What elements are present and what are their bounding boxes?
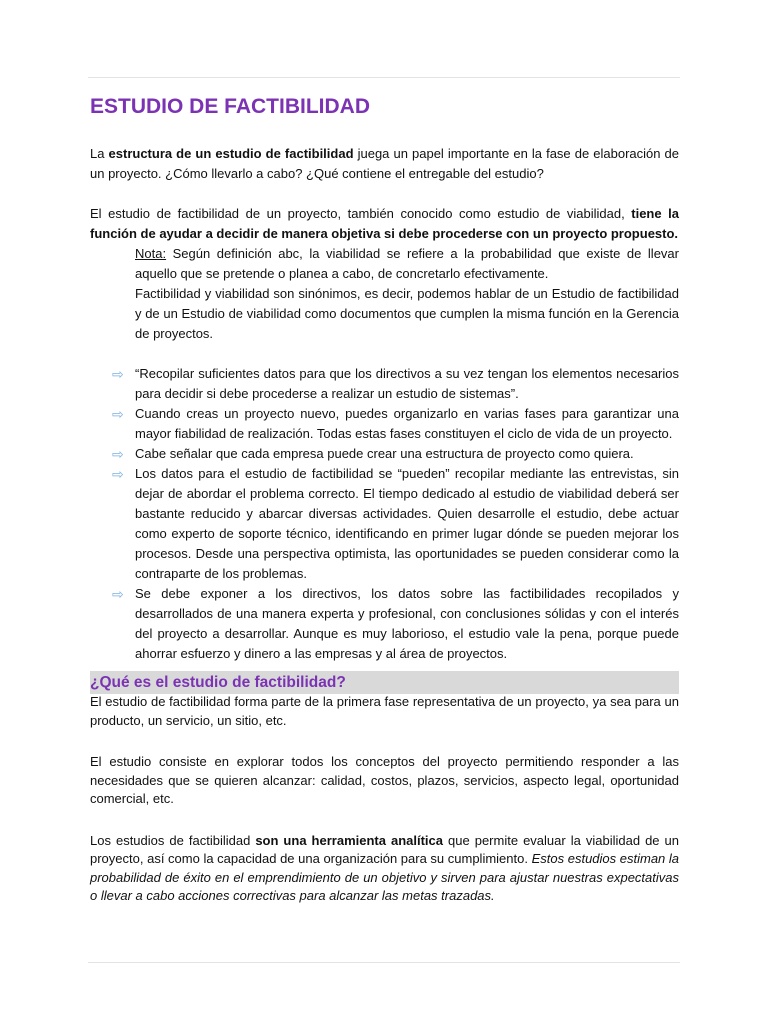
section-heading: ¿Qué es el estudio de factibilidad? xyxy=(90,674,346,691)
intro-paragraph xyxy=(90,144,679,184)
p3-text-c: que permite evaluar la viabilidad de un proyecto, así como la capacidad de una organización para su cumplimiento. xyxy=(90,832,679,866)
note-text: Según definición abc, la viabilidad se refiere a la probabilidad que existe de llevar aquello que se pretende o planea a cabo, de concretarlo efectivamente. xyxy=(135,246,679,281)
bottom-divider xyxy=(88,962,680,963)
section-paragraph-1: El estudio de factibilidad forma parte de la primera fase representativa de un proyecto, ya sea para un producto, un servicio, un sitio, etc. xyxy=(90,694,679,728)
definition-paragraph xyxy=(90,204,679,244)
intro-text-c: juega un papel importante en la fase de elaboración de un proyecto. ¿Cómo llevarlo a cabo? ¿Qué contiene el entregable del estudio? xyxy=(90,146,680,181)
list-item xyxy=(90,464,679,584)
list-item xyxy=(90,364,679,404)
top-divider xyxy=(88,77,680,78)
list-item xyxy=(90,584,679,664)
section-paragraph-2: El estudio consiste en explorar todos los conceptos del proyecto permitiendo responder a las necesidades que se quieren alcanzar: calidad, costos, plazos, servicios, aspecto legal, oportunidad comercial, etc. xyxy=(90,754,679,806)
note-label: Nota: xyxy=(135,246,167,261)
section-paragraph-3 xyxy=(90,832,679,906)
bullet-text: Cuando creas un proyecto nuevo, puedes organizarlo en varias fases para garantizar una mayor fiabilidad de realización. Todas estas fases constituyen el ciclo de vida de un proyecto. xyxy=(135,406,679,441)
double-arrow-right-icon: ⇨ xyxy=(112,446,124,462)
list-item xyxy=(90,404,679,444)
double-arrow-right-icon: ⇨ xyxy=(112,366,124,382)
note-block xyxy=(135,244,679,344)
bullet-text: Los datos para el estudio de factibilidad se “pueden” recopilar mediante las entrevistas, sin dejar de abordar el problema correcto. El tiempo dedicado al estudio de viabilidad deberá ser bastante reducido y abarcar diversas actividades. Quien desarrolle el estudio, debe actuar como experto de soporte técnico, identificando en primer lugar dónde se pueden mejorar los procesos. Desde una perspectiva optimista, las oportunidades se pueden considerar como la contraparte de los problemas. xyxy=(135,466,679,581)
double-arrow-right-icon: ⇨ xyxy=(112,406,124,422)
p3-text-a: Los estudios de factibilidad xyxy=(90,832,256,848)
definition-text: El estudio de factibilidad de un proyecto, también conocido como estudio de viabilidad, xyxy=(90,206,632,221)
intro-text-a: La xyxy=(90,146,109,161)
document-page xyxy=(90,90,679,906)
page-title: ESTUDIO DE FACTIBILIDAD xyxy=(90,95,371,118)
p3-italic: Estos estudios estiman la probabilidad de éxito en el emprendimiento de un objetivo y sirven para ajustar nuestras expectativas o llevar a cabo acciones correctivas para alcanzar las metas trazadas. xyxy=(90,851,680,903)
bullet-text: Cabe señalar que cada empresa puede crear una estructura de proyecto como quiera. xyxy=(135,446,634,461)
double-arrow-right-icon: ⇨ xyxy=(112,586,124,602)
p3-bold: son una herramienta analítica xyxy=(255,832,444,848)
bullet-text: Se debe exponer a los directivos, los datos sobre las factibilidades recopilados y desarrollados de una manera experta y profesional, con conclusiones sólidas y con el interés del proyecto a desarrollar. Aunque es muy laborioso, el estudio vale la pena, porque puede ahorrar esfuerzo y dinero a las empresas y al área de proyectos. xyxy=(135,586,679,661)
definition-bold: tiene la función de ayudar a decidir de manera objetiva si debe procederse con un proyecto propuesto. xyxy=(90,206,680,241)
section-heading-bar xyxy=(90,671,679,694)
note-text-2: Factibilidad y viabilidad son sinónimos, es decir, podemos hablar de un Estudio de factibilidad y de un Estudio de viabilidad como documentos que cumplen la misma función en la Gerencia de proyectos. xyxy=(135,286,679,341)
bullet-list xyxy=(90,364,679,664)
intro-bold: estructura de un estudio de factibilidad xyxy=(108,146,354,161)
bullet-text: “Recopilar suficientes datos para que los directivos a su vez tengan los elementos necesarios para decidir si debe procederse a realizar un estudio de sistemas”. xyxy=(135,366,679,401)
double-arrow-right-icon: ⇨ xyxy=(112,466,124,482)
list-item xyxy=(90,444,679,464)
